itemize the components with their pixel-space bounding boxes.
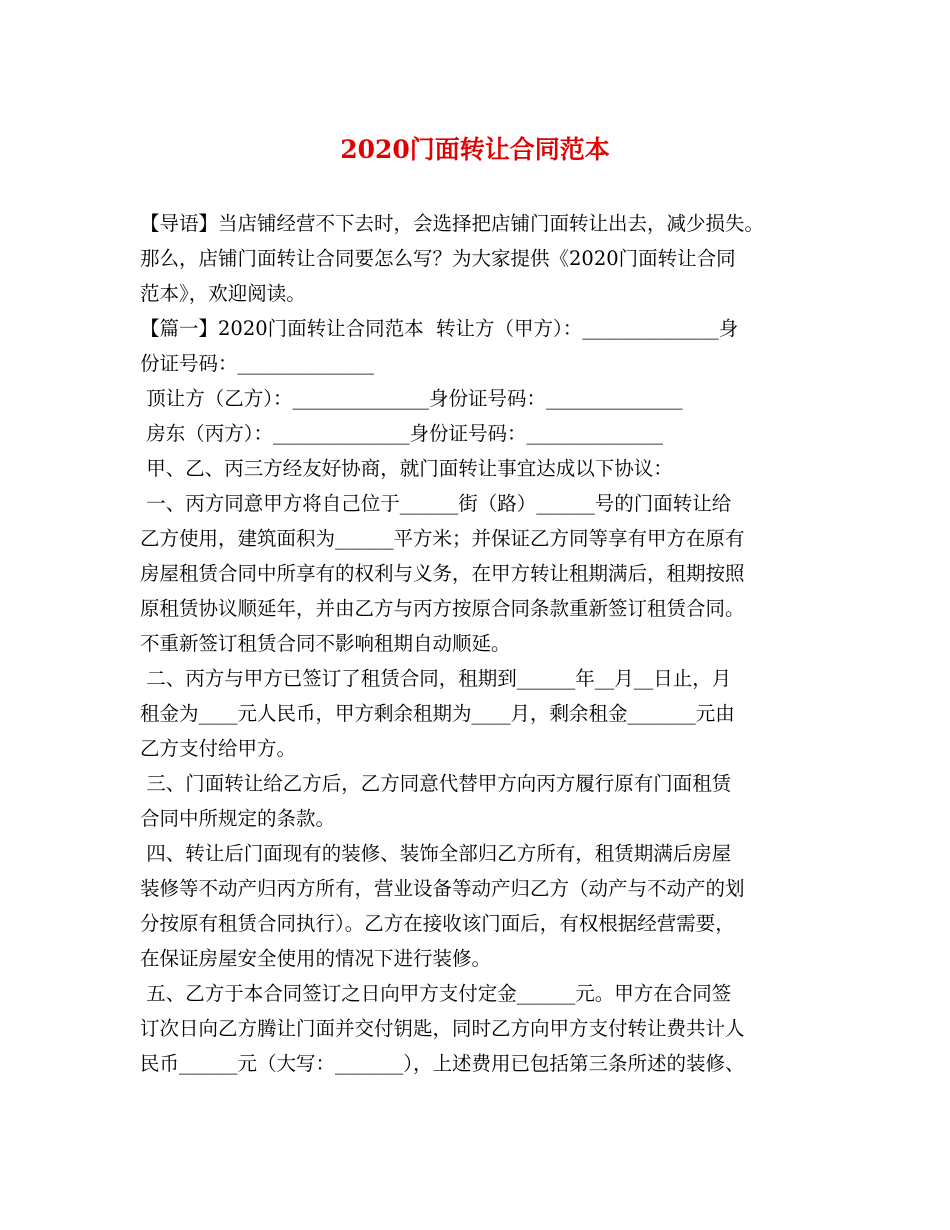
body-line: 那么，店铺门面转让合同要怎么写？为大家提供《2020门面转让合同 <box>140 247 736 270</box>
body-line: 房东（丙方）：______________身份证号码：______________ <box>140 422 663 445</box>
body-line: 乙方使用，建筑面积为______平方米；并保证乙方同等享有甲方在原有 <box>140 527 745 550</box>
body-line: 在保证房屋安全使用的情况下进行装修。 <box>140 947 492 970</box>
document-body <box>140 206 830 1081</box>
body-line: 一、丙方同意甲方将自己位于______街（路）______号的门面转让给 <box>140 492 732 515</box>
document-title: 2020门面转让合同范本 <box>340 135 610 164</box>
body-line: 装修等不动产归丙方所有，营业设备等动产归乙方（动产与不动产的划 <box>140 877 745 900</box>
body-line: 合同中所规定的条款。 <box>140 807 336 830</box>
body-line: 不重新签订租赁合同不影响租期自动顺延。 <box>140 632 511 655</box>
body-line: 民币______元（大写：_______），上述费用已包括第三条所述的装修、 <box>140 1052 745 1075</box>
body-line: 顶让方（乙方）：______________身份证号码：______________ <box>140 387 683 410</box>
body-line: 房屋租赁合同中所享有的权利与义务，在甲方转让租期满后，租期按照 <box>140 562 745 585</box>
body-line: 范本》，欢迎阅读。 <box>140 282 306 305</box>
body-line: 四、转让后门面现有的装修、装饰全部归乙方所有，租赁期满后房屋 <box>140 842 732 865</box>
body-line: 五、乙方于本合同签订之日向甲方支付定金______元。甲方在合同签 <box>140 982 732 1005</box>
body-line: 三、门面转让给乙方后，乙方同意代替甲方向丙方履行原有门面租赁 <box>140 772 732 795</box>
body-line: 甲、乙、丙三方经友好协商，就门面转让事宜达成以下协议： <box>140 457 673 480</box>
body-line: 租金为____元人民币，甲方剩余租期为____月，剩余租金_______元由 <box>140 702 735 725</box>
body-line: 【篇一】2020门面转让合同范本 转让方（甲方）：______________身 <box>140 317 739 340</box>
body-line: 【导语】当店铺经营不下去时，会选择把店铺门面转让出去，减少损失。 <box>140 212 765 235</box>
body-line: 二、丙方与甲方已签订了租赁合同，租期到______年__月__日止，月 <box>140 667 732 690</box>
body-line: 订次日向乙方腾让门面并交付钥匙，同时乙方向甲方支付转让费共计人 <box>140 1017 745 1040</box>
body-line: 份证号码：______________ <box>140 352 375 375</box>
body-line: 原租赁协议顺延年，并由乙方与丙方按原合同条款重新签订租赁合同。 <box>140 597 745 620</box>
body-line: 乙方支付给甲方。 <box>140 737 297 760</box>
body-line: 分按原有租赁合同执行）。乙方在接收该门面后，有权根据经营需要， <box>140 912 735 935</box>
